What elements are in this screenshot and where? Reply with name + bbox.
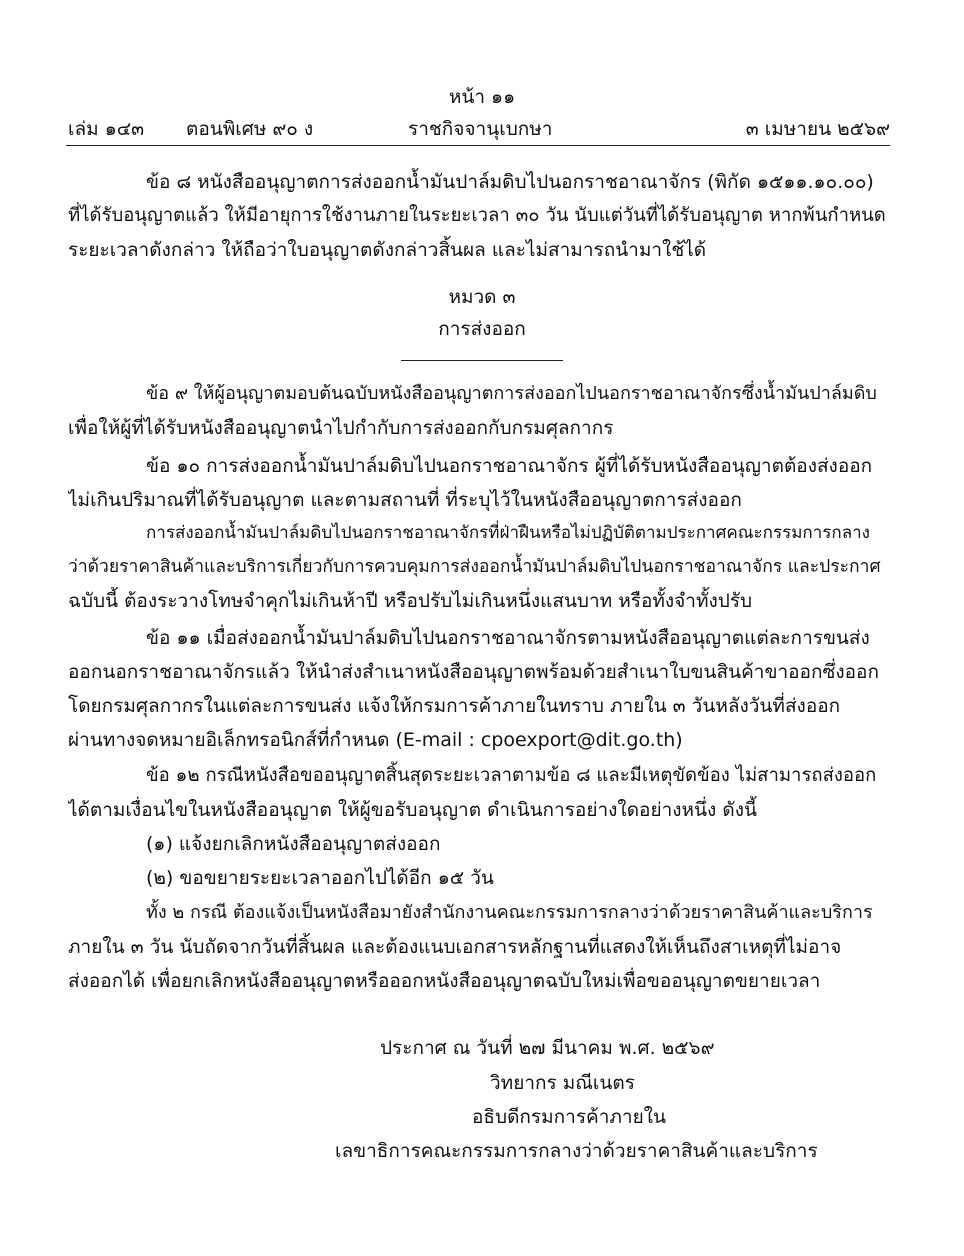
penalty-line2: ว่าด้วยราคาสินค้าและบริการเกี่ยวกับการควบคุมการส่งออกน้ำมันปาล์มดิบไปนอกราชอาณาจักร และประกาศ bbox=[68, 557, 881, 577]
clause12-line1: ข้อ ๑๒ กรณีหนังสือขออนุญาตสิ้นสุดระยะเวลาตามข้อ ๘ และมีเหตุขัดข้อง ไม่สามารถส่งออก bbox=[146, 765, 877, 786]
clause9-line1: ข้อ ๙ ให้ผู้อนุญาตมอบต้นฉบับหนังสืออนุญาตการส่งออกไปนอกราชอาณาจักรซึ่งน้ำมันปาล์มดิบ bbox=[146, 383, 877, 404]
both-cases-line1: ทั้ง ๒ กรณี ต้องแจ้งเป็นหนังสือมายังสำนักงานคณะกรรมการกลางว่าด้วยราคาสินค้าและบริการ bbox=[146, 902, 873, 923]
both-cases-line3: ส่งออกได้ เพื่อยกเลิกหนังสืออนุญาตหรือออกหนังสืออนุญาตฉบับใหม่เพื่อขออนุญาตขยายเวลา bbox=[68, 970, 821, 992]
both-cases-line2: ภายใน ๓ วัน นับถัดจากวันที่สิ้นผล และต้องแนบเอกสารหลักฐานที่แสดงให้เห็นถึงสาเหตุที่ไม่อาจ bbox=[68, 936, 842, 958]
clause10-line2: ไม่เกินปริมาณที่ได้รับอนุญาต และตามสถานที่ ที่ระบุไว้ในหนังสืออนุญาตการส่งออก bbox=[68, 489, 742, 511]
clause10-line1: ข้อ ๑๐ การส่งออกน้ำมันปาล์มดิบไปนอกราชอาณาจักร ผู้ที่ได้รับหนังสืออนุญาตต้องส่งออก bbox=[146, 455, 873, 477]
clause8-line3: ระยะเวลาดังกล่าว ให้ถือว่าใบอนุญาตดังกล่าวสิ้นผล และไม่สามารถนำมาใช้ได้ bbox=[68, 239, 707, 261]
signatory-name: วิทยากร มณีเนตร bbox=[490, 1072, 635, 1094]
clause9-line2: เพื่อให้ผู้ที่ได้รับหนังสืออนุญาตนำไปกำกับการส่งออกกับกรมศุลกากร bbox=[68, 417, 614, 439]
clause8-line2: ที่ได้รับอนุญาตแล้ว ให้มีอายุการใช้งานภายในระยะเวลา ๓๐ วัน นับแต่วันที่ได้รับอนุญาต หากพ้นกำหนด bbox=[68, 205, 886, 226]
page-header bbox=[68, 112, 890, 146]
issue-label: ตอนพิเศษ ๙๐ ง bbox=[186, 118, 314, 140]
header-divider bbox=[66, 145, 890, 146]
announcement-date: ประกาศ ณ วันที่ ๒๗ มีนาคม พ.ศ. ๒๕๖๙ bbox=[380, 1037, 715, 1059]
option-2: (๒) ขอขยายระยะเวลาออกไปได้อีก ๑๕ วัน bbox=[146, 867, 494, 889]
page-number: หน้า ๑๑ bbox=[448, 86, 516, 108]
gazette-name: ราชกิจจานุเบกษา bbox=[408, 118, 553, 140]
gazette-date: ๓ เมษายน ๒๕๖๙ bbox=[745, 118, 890, 140]
clause12-line2: ได้ตามเงื่อนไขในหนังสืออนุญาต ให้ผู้ขอรับอนุญาต ดำเนินการอย่างใดอย่างหนึ่ง ดังนี้ bbox=[68, 799, 757, 821]
clause11-line1: ข้อ ๑๑ เมื่อส่งออกน้ำมันปาล์มดิบไปนอกราชอาณาจักรตามหนังสืออนุญาตแต่ละการขนส่ง bbox=[146, 627, 870, 649]
volume-label: เล่ม ๑๔๓ bbox=[68, 118, 145, 140]
chapter-number: หมวด ๓ bbox=[448, 286, 516, 308]
clause11-line2: ออกนอกราชอาณาจักรแล้ว ให้นำส่งสำเนาหนังสืออนุญาตพร้อมด้วยสำเนาใบขนสินค้าขาออกซึ่งออก bbox=[68, 661, 879, 683]
signatory-position-2: เลขาธิการคณะกรรมการกลางว่าด้วยราคาสินค้าและบริการ bbox=[335, 1140, 818, 1162]
clause11-line3: โดยกรมศุลกากรในแต่ละการขนส่ง แจ้งให้กรมการค้าภายในทราบ ภายใน ๓ วันหลังวันที่ส่งออก bbox=[68, 695, 841, 717]
chapter-divider bbox=[401, 360, 563, 361]
option-1: (๑) แจ้งยกเลิกหนังสืออนุญาตส่งออก bbox=[146, 833, 441, 855]
clause11-line4: ผ่านทางจดหมายอิเล็กทรอนิกส์ที่กำหนด (E-mail : cpoexport@dit.go.th) bbox=[68, 729, 683, 751]
clause8-line1: ข้อ ๘ หนังสืออนุญาตการส่งออกน้ำมันปาล์มดิบไปนอกราชอาณาจักร (พิกัด ๑๕๑๑.๑๐.๐๐) bbox=[146, 171, 874, 193]
penalty-line3: ฉบับนี้ ต้องระวางโทษจำคุกไม่เกินห้าปี หรือปรับไม่เกินหนึ่งแสนบาท หรือทั้งจำทั้งปรับ bbox=[68, 590, 753, 612]
penalty-line1: การส่งออกน้ำมันปาล์มดิบไปนอกราชอาณาจักรที่ฝ่าฝืนหรือไม่ปฏิบัติตามประกาศคณะกรรมการกลาง bbox=[146, 523, 870, 543]
chapter-title: การส่งออก bbox=[438, 318, 526, 340]
signatory-position-1: อธิบดีกรมการค้าภายใน bbox=[472, 1106, 666, 1128]
